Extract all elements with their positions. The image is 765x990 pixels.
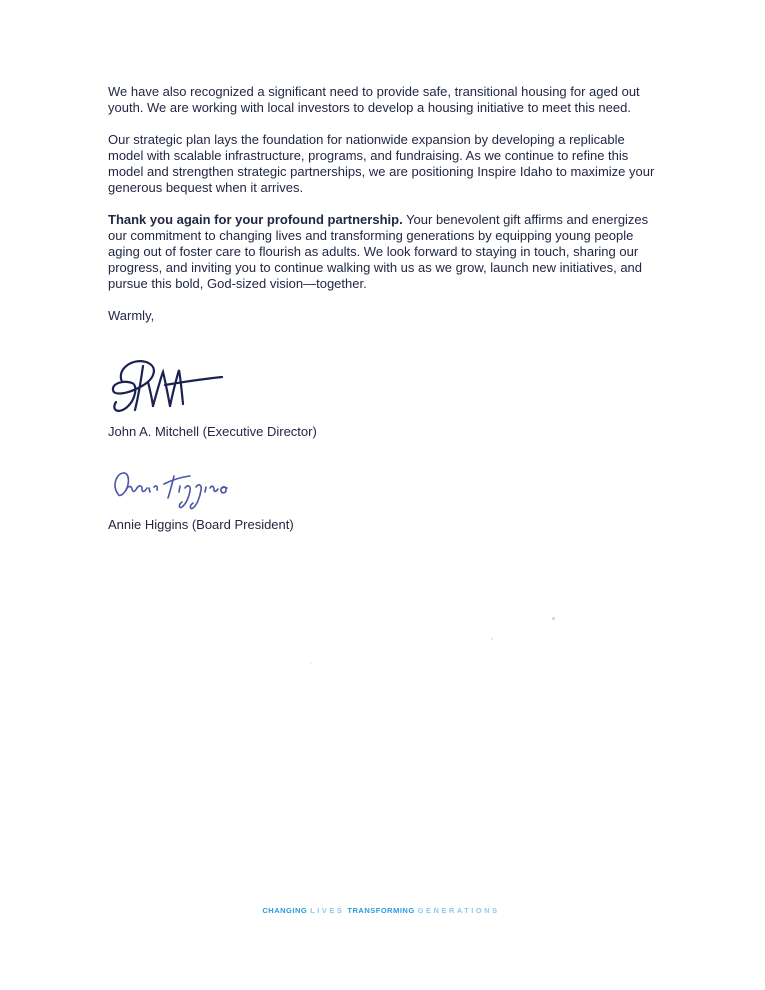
letter-body bbox=[108, 84, 662, 340]
john-mitchell-signature-icon bbox=[108, 356, 228, 418]
tagline-generations: GENERATIONS bbox=[417, 906, 500, 915]
annie-higgins-signature bbox=[108, 464, 238, 521]
thank-you-bold-lead: Thank you again for your profound partnership. bbox=[108, 212, 403, 227]
paragraph-thank-you bbox=[108, 212, 662, 292]
scan-noise-speck bbox=[491, 638, 493, 640]
john-mitchell-name-line: John A. Mitchell (Executive Director) bbox=[108, 424, 317, 439]
footer-tagline bbox=[0, 906, 765, 915]
john-mitchell-signature bbox=[108, 356, 228, 423]
thank-you-body: Your benevolent gift affirms and energizes our commitment to changing lives and transforming generations by equipping young people aging out of foster care to flourish as adults. We look forward to staying in touch, sharing our progress, and inviting you to continue walking with us as we grow, launch new initiatives, and pursue this bold, God-sized vision—together. bbox=[108, 212, 649, 291]
tagline-transforming: TRANSFORMING bbox=[347, 906, 415, 915]
annie-higgins-signature-icon bbox=[108, 464, 238, 516]
scan-noise-speck bbox=[310, 662, 312, 664]
annie-higgins-name-line: Annie Higgins (Board President) bbox=[108, 517, 294, 532]
tagline-changing: CHANGING bbox=[262, 906, 308, 915]
paragraph-housing-need: We have also recognized a significant need to provide safe, transitional housing for aged out youth. We are working with local investors to develop a housing initiative to meet this need. bbox=[108, 84, 640, 115]
tagline-lives: LIVES bbox=[310, 906, 345, 915]
scan-noise-speck bbox=[552, 617, 555, 620]
paragraph-strategic-plan: Our strategic plan lays the foundation for nationwide expansion by developing a replicable model with scalable infrastructure, programs, and fundraising. As we continue to refine this model and strengthen strategic partnerships, we are positioning Inspire Idaho to maximize your generous bequest when it arrives. bbox=[108, 132, 655, 195]
salutation: Warmly, bbox=[108, 308, 155, 323]
